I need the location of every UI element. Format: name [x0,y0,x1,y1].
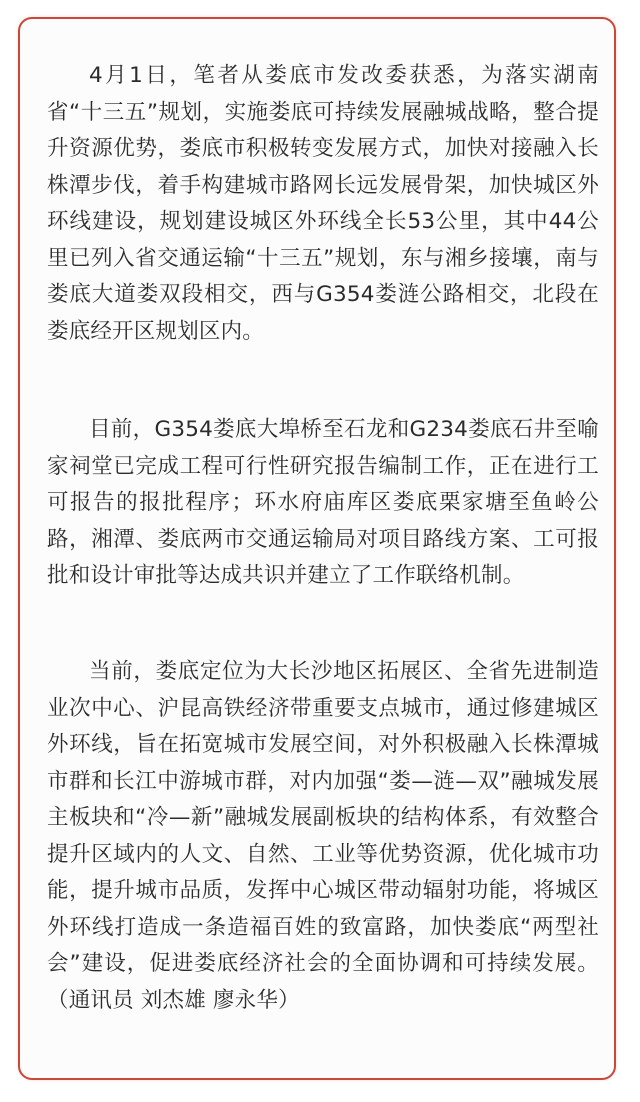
article-paragraph-1: 4月1日，笔者从娄底市发改委获悉，为落实湖南省“十三五”规划，实施娄底可持续发展融城战略，整合提升资源优势，娄底市积极转变发展方式，加快对接融入长株潭步伐，着手构建城市路网长远发展骨架，加快城区外环线建设，规划建设城区外环线全长53公里，其中44公里已列入省交通运输“十三五”规划，东与湘乡接壤，南与娄底大道娄双段相交，西与G354娄涟公路相交，北段在娄底经开区规划区内。 [47,63,599,344]
article-paragraph-2: 目前，G354娄底大埠桥至石龙和G234娄底石井至喻家祠堂已完成工程可行性研究报告编制工作，正在进行工可报告的报批程序；环水府庙库区娄底栗家塘至鱼岭公路，湘潭、娄底两市交通运输局对项目路线方案、工可报批和设计审批等达成共识并建立了工作联络机制。 [47,417,599,588]
article-paragraph-3: 当前，娄底定位为大长沙地区拓展区、全省先进制造业次中心、沪昆高铁经济带重要支点城市，通过修建城区外环线，旨在拓宽城市发展空间，对外积极融入长株潭城市群和长江中游城市群，对内加强“娄—涟—双”融城发展主板块和“冷—新”融城发展副板块的结构体系，有效整合提升区域内的人文、自然、工业等优势资源，优化城市功能，提升城市品质，发挥中心城区带动辐射功能，将城区外环线打造成一条造福百姓的致富路，加快娄底“两型社会”建设，促进娄底经济社会的全面协调和可持续发展。（通讯员 刘杰雄 廖永华） [47,659,599,1013]
